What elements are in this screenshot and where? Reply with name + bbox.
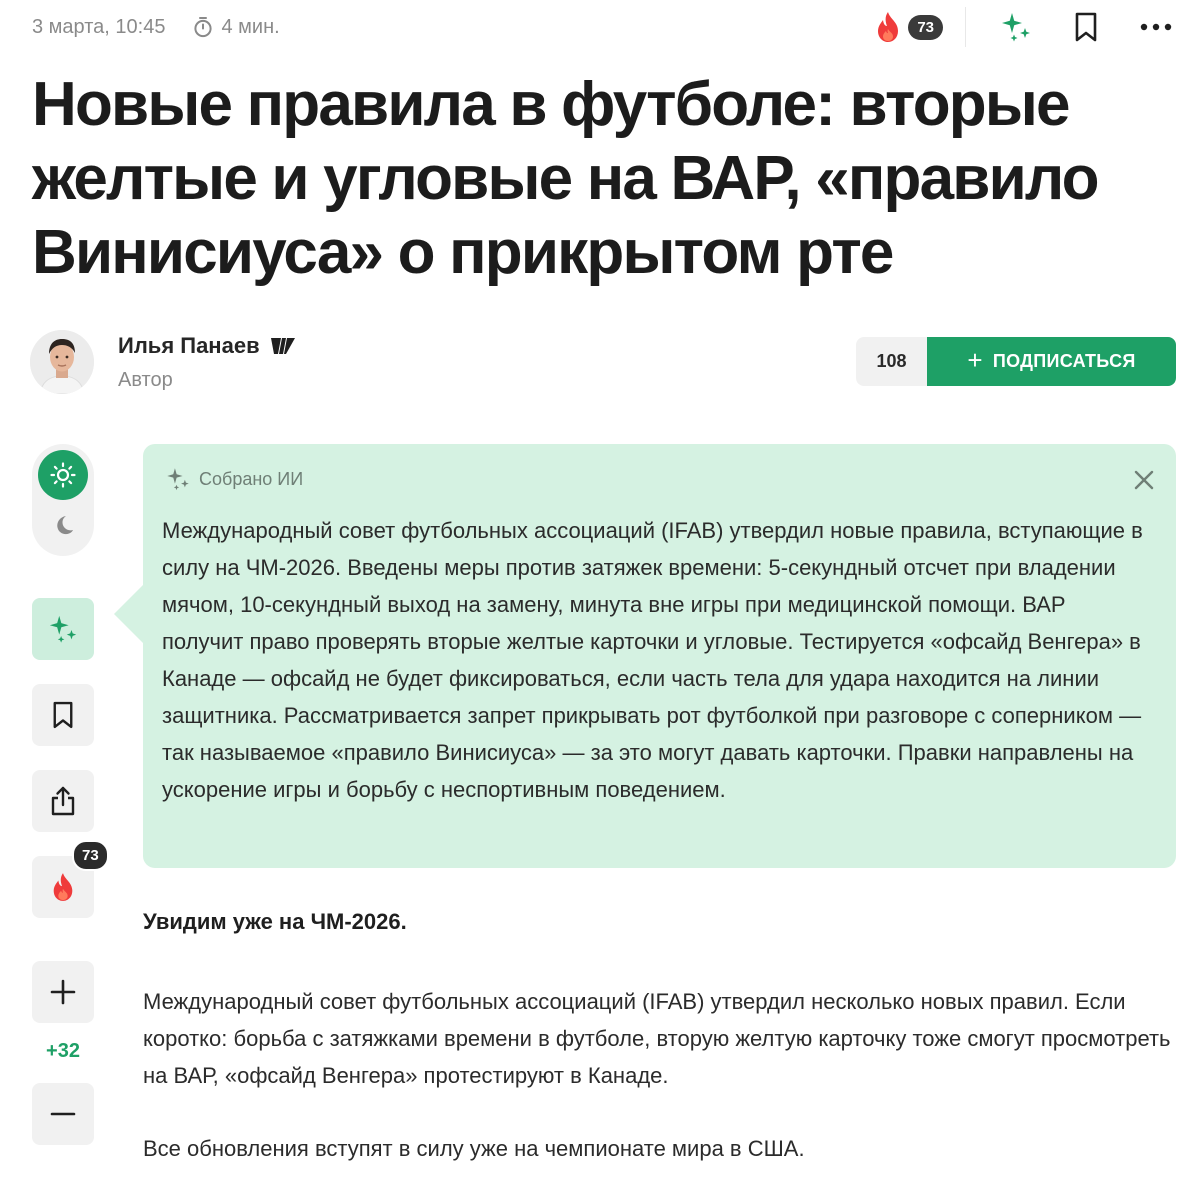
bookmark-icon bbox=[52, 701, 74, 729]
summary-label: Собрано ИИ bbox=[199, 468, 304, 489]
sun-icon bbox=[50, 462, 76, 488]
sparkle-icon bbox=[47, 613, 79, 645]
fire-icon bbox=[874, 11, 902, 43]
subscribe-label: ПОДПИСАТЬСЯ bbox=[992, 351, 1136, 371]
article-title: Новые правила в футболе: вторые желтые и угловые на ВАР, «правило Винисиуса» о прикрытом рте bbox=[32, 70, 1098, 287]
fire-icon bbox=[50, 872, 76, 902]
share-icon bbox=[49, 785, 77, 817]
sparkle-icon bbox=[999, 10, 1033, 44]
article-meta bbox=[32, 12, 280, 42]
author-badge-icon bbox=[270, 336, 296, 356]
reading-time-value: 4 мин. bbox=[221, 15, 280, 38]
article-paragraph: Все обновления вступят в силу уже на чемпионате мира в США. bbox=[143, 1136, 805, 1161]
sidebar-reactions-count: 73 bbox=[72, 840, 109, 871]
subscribe-block bbox=[856, 337, 1176, 386]
vote-score: +32 bbox=[46, 1040, 80, 1062]
author-role: Автор bbox=[118, 369, 173, 391]
author-name[interactable] bbox=[118, 333, 296, 359]
avatar-image bbox=[30, 330, 94, 394]
subscriber-count: 108 bbox=[856, 337, 927, 386]
reactions-count: 73 bbox=[908, 15, 943, 40]
downvote-button[interactable] bbox=[32, 1083, 94, 1145]
more-button[interactable] bbox=[1134, 6, 1178, 48]
top-actions bbox=[874, 6, 1178, 48]
summary-text: Международный совет футбольных ассоциаций (IFAB) утвердил новые правила, вступающие в силу на ЧМ-2026. Введены меры против затяжек времени: 5-секундный отсчет при владении мячом, 10-секундный выход на замену, минута вне игры при медицинской помощи. ВАР получит право проверять вторые желтые карточки и угловые. Тестируется «офсайд Венгера» в Канаде — офсайд не будет фиксироваться, если часть тела для удара находится на линии защитника. Рассматривается запрет прикрывать рот футболкой при разговоре с соперником — так называемое «правило Винисиуса» — за это могут давать карточки. Правки направлены на ускорение игры и борьбу с неспортивным поведением. bbox=[162, 518, 1143, 802]
more-dots-icon bbox=[1140, 23, 1172, 31]
share-button[interactable] bbox=[32, 770, 94, 832]
reading-time bbox=[193, 16, 279, 39]
stopwatch-icon bbox=[193, 16, 213, 38]
article-paragraph: Международный совет футбольных ассоциаций (IFAB) утвердил несколько новых правил. Если коротко: борьба с затяжками времени в футболе, вторую желтую карточку тоже смогут просмотреть на ВАР, «офсайд Венгера» протестируют в Канаде. bbox=[143, 989, 1171, 1088]
article-subheading: Увидим уже на ЧМ-2026. bbox=[143, 909, 407, 934]
ai-summary-card bbox=[143, 444, 1176, 868]
bookmark-button[interactable] bbox=[1064, 6, 1108, 48]
summary-header bbox=[165, 466, 303, 492]
plus-icon: + bbox=[967, 345, 983, 375]
summary-close-button[interactable] bbox=[1130, 466, 1158, 494]
reactions-button[interactable] bbox=[874, 7, 966, 47]
bookmark-icon bbox=[1074, 12, 1098, 42]
author-name-text: Илья Панаев bbox=[118, 333, 260, 358]
summary-pointer bbox=[114, 584, 144, 644]
plus-icon bbox=[50, 979, 76, 1005]
light-theme-button[interactable] bbox=[38, 450, 88, 500]
moon-icon bbox=[52, 514, 74, 536]
subscribe-button[interactable] bbox=[927, 337, 1176, 386]
ai-summary-button[interactable] bbox=[994, 6, 1038, 48]
close-icon bbox=[1134, 470, 1154, 490]
theme-toggle bbox=[32, 444, 94, 556]
minus-icon bbox=[50, 1101, 76, 1127]
sparkle-icon bbox=[165, 466, 191, 492]
publish-date: 3 марта, 10:45 bbox=[32, 15, 166, 38]
author-avatar[interactable] bbox=[30, 330, 94, 394]
dark-theme-button[interactable] bbox=[38, 500, 88, 550]
ai-summary-toggle[interactable] bbox=[32, 598, 94, 660]
sidebar-bookmark-button[interactable] bbox=[32, 684, 94, 746]
upvote-button[interactable] bbox=[32, 961, 94, 1023]
